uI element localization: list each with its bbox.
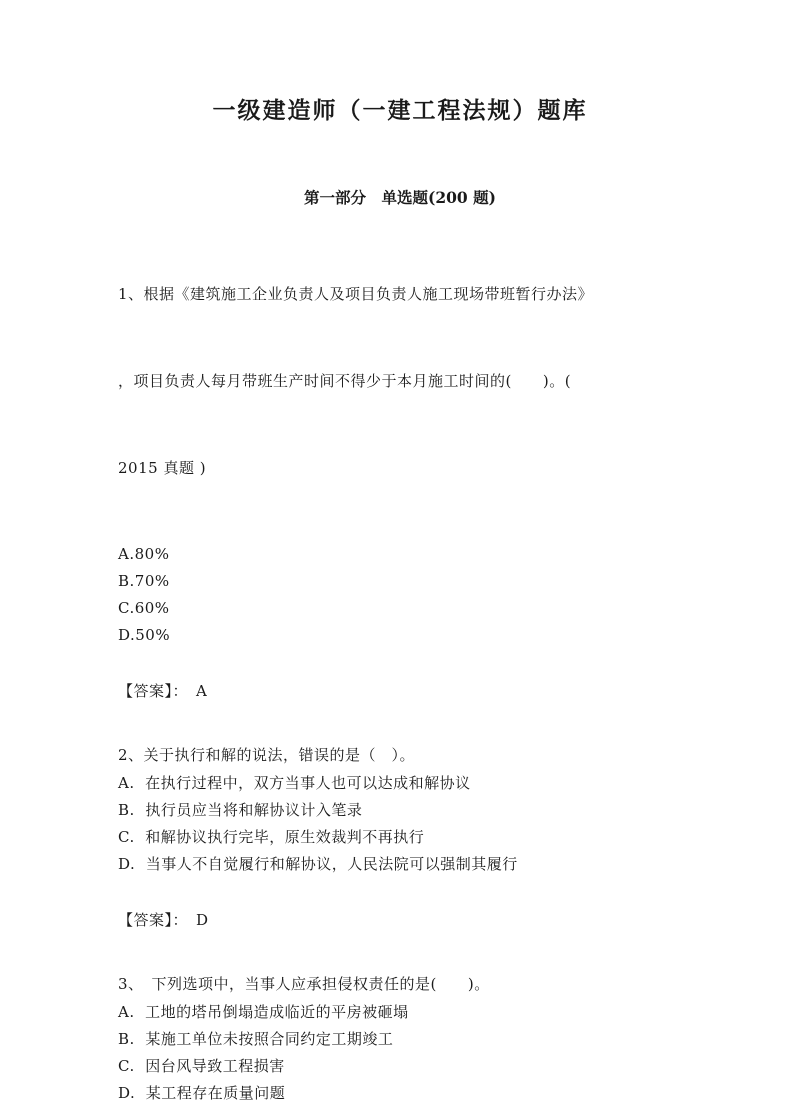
question-stem-line: ，项目负责人每月带班生产时间不得少于本月施工时间的( )。( xyxy=(118,372,572,390)
option-c: C. 和解协议执行完毕，原生效裁判不再执行 xyxy=(118,828,425,846)
answer xyxy=(118,678,688,705)
option-b: B.70% xyxy=(118,572,170,590)
option-d: D. 某工程存在质量问题 xyxy=(118,1084,286,1102)
question-stem-line: 1、根据《建筑施工企业负责人及项目负责人施工现场带班暂行办法》 xyxy=(118,285,594,303)
option-c: C. 因台风导致工程损害 xyxy=(118,1057,285,1075)
section-title: 第一部分 单选题(200 题) xyxy=(304,188,496,207)
option-d: D.50% xyxy=(118,626,171,644)
question-3 xyxy=(118,970,688,1107)
document-title: 一级建造师（一建工程法规）题库 xyxy=(212,97,588,124)
answer-label: 【答案】： xyxy=(118,682,189,700)
answer xyxy=(118,907,688,934)
option-b: B. 某施工单位未按照合同约定工期竣工 xyxy=(118,1030,394,1048)
question-list xyxy=(118,222,688,1107)
answer-value: A xyxy=(196,682,208,700)
option-a: A.80% xyxy=(118,545,170,563)
question-1 xyxy=(118,222,688,705)
option-a: A. 在执行过程中，双方当事人也可以达成和解协议 xyxy=(118,774,471,792)
answer-label: 【答案】： xyxy=(118,911,189,929)
question-stem: 2、关于执行和解的说法，错误的是（ ）。 xyxy=(118,746,416,764)
answer-value: D xyxy=(196,911,209,929)
option-d: D. 当事人不自觉履行和解协议，人民法院可以强制其履行 xyxy=(118,855,518,873)
question-2 xyxy=(118,741,688,934)
option-c: C.60% xyxy=(118,599,170,617)
option-b: B. 执行员应当将和解协议计入笔录 xyxy=(118,801,363,819)
option-a: A. 工地的塔吊倒塌造成临近的平房被砸塌 xyxy=(118,1003,409,1021)
question-stem: 3、 下列选项中，当事人应承担侵权责任的是( )。 xyxy=(118,975,490,993)
question-stem-line: 2015 真题 ) xyxy=(118,459,207,477)
question-stem xyxy=(118,222,688,541)
